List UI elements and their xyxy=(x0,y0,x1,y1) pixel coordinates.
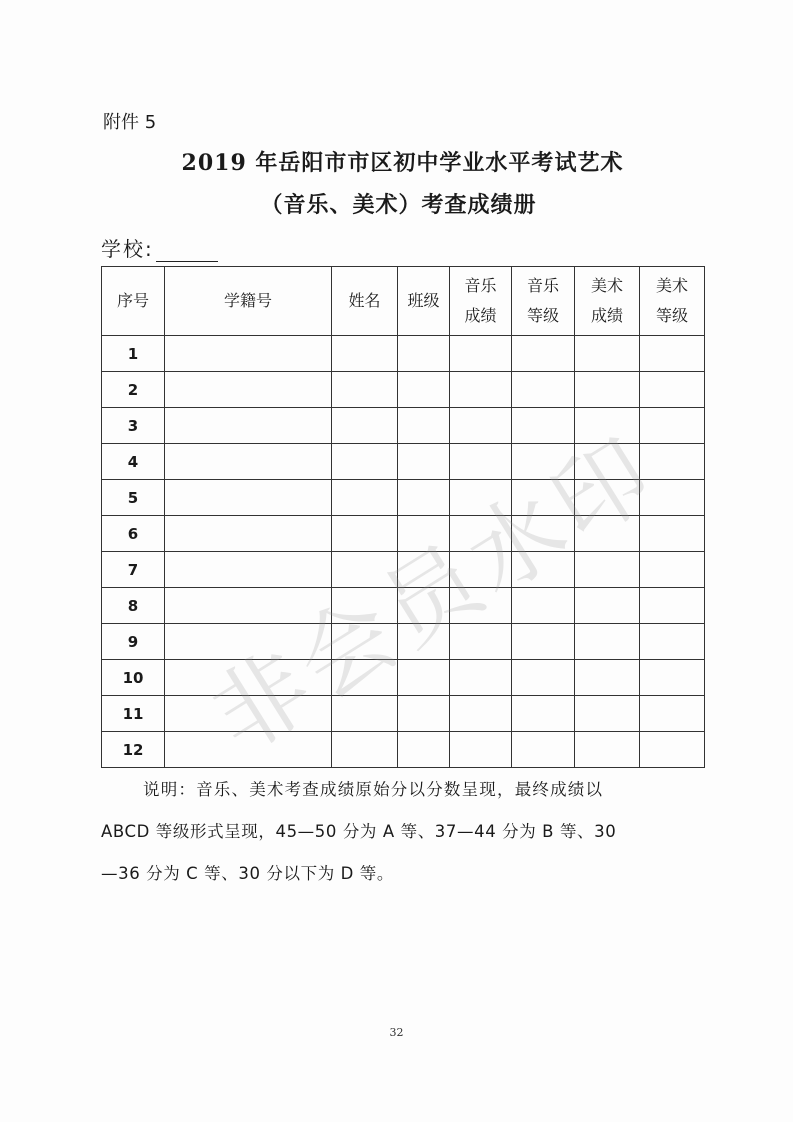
table-row xyxy=(102,732,705,768)
class-cell[interactable] xyxy=(398,588,450,624)
art-score-cell[interactable] xyxy=(575,624,640,660)
row-index-cell: 1 xyxy=(102,336,165,372)
header-cell-name: 姓名 xyxy=(332,267,398,336)
table-row xyxy=(102,372,705,408)
music-score-cell[interactable] xyxy=(450,336,512,372)
row-index-cell: 8 xyxy=(102,588,165,624)
student-id-cell[interactable] xyxy=(165,516,332,552)
row-index-cell: 11 xyxy=(102,696,165,732)
art-grade-cell[interactable] xyxy=(640,516,705,552)
class-cell[interactable] xyxy=(398,336,450,372)
student-id-cell[interactable] xyxy=(165,480,332,516)
art-grade-cell[interactable] xyxy=(640,552,705,588)
student-id-cell[interactable] xyxy=(165,444,332,480)
art-grade-cell[interactable] xyxy=(640,588,705,624)
note-line2: ABCD 等级形式呈现，45—50 分为 A 等、37—44 分为 B 等、30 xyxy=(101,822,617,841)
table-row xyxy=(102,516,705,552)
attachment-label: 附件 5 xyxy=(103,112,157,133)
class-cell[interactable] xyxy=(398,444,450,480)
art-grade-cell[interactable] xyxy=(640,444,705,480)
header-cell-class: 班级 xyxy=(398,267,450,336)
watermark-text: 非会员水印 xyxy=(193,416,676,774)
art-grade-cell[interactable] xyxy=(640,624,705,660)
class-cell[interactable] xyxy=(398,696,450,732)
table-header-row xyxy=(102,267,705,336)
school-field xyxy=(101,233,218,262)
class-cell[interactable] xyxy=(398,732,450,768)
music-grade-cell[interactable] xyxy=(512,444,575,480)
art-score-cell[interactable] xyxy=(575,336,640,372)
music-grade-cell[interactable] xyxy=(512,336,575,372)
music-grade-cell[interactable] xyxy=(512,516,575,552)
row-index-cell: 3 xyxy=(102,408,165,444)
note-line3: —36 分为 C 等、30 分以下为 D 等。 xyxy=(101,864,394,883)
art-score-cell[interactable] xyxy=(575,732,640,768)
class-cell[interactable] xyxy=(398,372,450,408)
class-cell[interactable] xyxy=(398,552,450,588)
score-table xyxy=(101,266,705,768)
header-cell-index: 序号 xyxy=(102,267,165,336)
art-grade-cell[interactable] xyxy=(640,408,705,444)
music-grade-cell[interactable] xyxy=(512,696,575,732)
art-score-cell[interactable] xyxy=(575,552,640,588)
music-grade-cell[interactable] xyxy=(512,552,575,588)
art-grade-cell[interactable] xyxy=(640,732,705,768)
row-index-cell: 4 xyxy=(102,444,165,480)
art-score-cell[interactable] xyxy=(575,372,640,408)
music-grade-cell[interactable] xyxy=(512,732,575,768)
name-cell[interactable] xyxy=(332,732,398,768)
row-index-cell: 5 xyxy=(102,480,165,516)
art-grade-cell[interactable] xyxy=(640,660,705,696)
name-cell[interactable] xyxy=(332,372,398,408)
student-id-cell[interactable] xyxy=(165,552,332,588)
header-cell-music-grade: 音乐 等级 xyxy=(512,267,575,336)
music-score-cell[interactable] xyxy=(450,624,512,660)
table-row xyxy=(102,408,705,444)
art-score-cell[interactable] xyxy=(575,696,640,732)
art-grade-cell[interactable] xyxy=(640,696,705,732)
school-label: 学校: xyxy=(101,237,154,261)
name-cell[interactable] xyxy=(332,516,398,552)
header-cell-student-id: 学籍号 xyxy=(165,267,332,336)
name-cell[interactable] xyxy=(332,552,398,588)
table-row xyxy=(102,480,705,516)
art-score-cell[interactable] xyxy=(575,588,640,624)
art-score-cell[interactable] xyxy=(575,480,640,516)
student-id-cell[interactable] xyxy=(165,660,332,696)
music-grade-cell[interactable] xyxy=(512,372,575,408)
row-index-cell: 12 xyxy=(102,732,165,768)
class-cell[interactable] xyxy=(398,516,450,552)
student-id-cell[interactable] xyxy=(165,732,332,768)
school-blank-line[interactable] xyxy=(156,243,218,262)
art-grade-cell[interactable] xyxy=(640,480,705,516)
music-score-cell[interactable] xyxy=(450,588,512,624)
music-score-cell[interactable] xyxy=(450,660,512,696)
header-cell-art-score: 美术 成绩 xyxy=(575,267,640,336)
student-id-cell[interactable] xyxy=(165,696,332,732)
music-score-cell[interactable] xyxy=(450,372,512,408)
row-index-cell: 10 xyxy=(102,660,165,696)
row-index-cell: 9 xyxy=(102,624,165,660)
name-cell[interactable] xyxy=(332,444,398,480)
name-cell[interactable] xyxy=(332,408,398,444)
document-title-line1: 2019 年岳阳市市区初中学业水平考试艺术 xyxy=(181,150,624,176)
art-score-cell[interactable] xyxy=(575,444,640,480)
class-cell[interactable] xyxy=(398,660,450,696)
class-cell[interactable] xyxy=(398,624,450,660)
art-grade-cell[interactable] xyxy=(640,336,705,372)
table-row xyxy=(102,444,705,480)
music-grade-cell[interactable] xyxy=(512,624,575,660)
name-cell[interactable] xyxy=(332,588,398,624)
music-grade-cell[interactable] xyxy=(512,408,575,444)
music-score-cell[interactable] xyxy=(450,696,512,732)
student-id-cell[interactable] xyxy=(165,624,332,660)
name-cell[interactable] xyxy=(332,480,398,516)
name-cell[interactable] xyxy=(332,660,398,696)
note-line1: 说明：音乐、美术考查成绩原始分以分数呈现，最终成绩以 xyxy=(143,780,604,799)
header-cell-art-grade: 美术 等级 xyxy=(640,267,705,336)
table-row xyxy=(102,336,705,372)
art-score-cell[interactable] xyxy=(575,408,640,444)
student-id-cell[interactable] xyxy=(165,408,332,444)
student-id-cell[interactable] xyxy=(165,588,332,624)
table-row xyxy=(102,660,705,696)
name-cell[interactable] xyxy=(332,696,398,732)
header-cell-music-score: 音乐 成绩 xyxy=(450,267,512,336)
table-row xyxy=(102,588,705,624)
music-score-cell[interactable] xyxy=(450,480,512,516)
row-index-cell: 6 xyxy=(102,516,165,552)
row-index-cell: 2 xyxy=(102,372,165,408)
name-cell[interactable] xyxy=(332,336,398,372)
student-id-cell[interactable] xyxy=(165,336,332,372)
music-score-cell[interactable] xyxy=(450,552,512,588)
name-cell[interactable] xyxy=(332,624,398,660)
table-body xyxy=(102,336,705,768)
table-row xyxy=(102,624,705,660)
document-title-line2: （音乐、美术）考查成绩册 xyxy=(260,192,537,218)
music-score-cell[interactable] xyxy=(450,516,512,552)
music-score-cell[interactable] xyxy=(450,732,512,768)
music-grade-cell[interactable] xyxy=(512,660,575,696)
art-score-cell[interactable] xyxy=(575,660,640,696)
class-cell[interactable] xyxy=(398,480,450,516)
student-id-cell[interactable] xyxy=(165,372,332,408)
row-index-cell: 7 xyxy=(102,552,165,588)
music-score-cell[interactable] xyxy=(450,444,512,480)
class-cell[interactable] xyxy=(398,408,450,444)
table-row xyxy=(102,696,705,732)
music-grade-cell[interactable] xyxy=(512,588,575,624)
music-score-cell[interactable] xyxy=(450,408,512,444)
art-grade-cell[interactable] xyxy=(640,372,705,408)
music-grade-cell[interactable] xyxy=(512,480,575,516)
art-score-cell[interactable] xyxy=(575,516,640,552)
table-row xyxy=(102,552,705,588)
page-number: 32 xyxy=(389,1026,404,1039)
